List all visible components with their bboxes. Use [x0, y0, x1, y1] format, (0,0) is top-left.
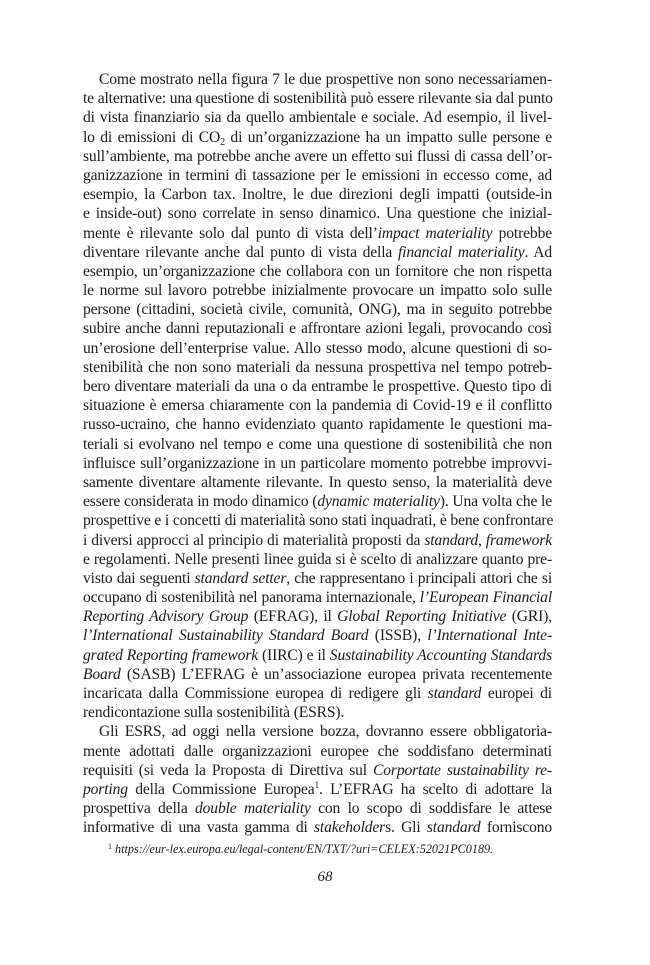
text-line: influisce sull’organizzazione in un particolare momento potrebbe improvvi-	[83, 454, 552, 472]
text-line: visto dai seguenti standard setter, che rappresentano i principali attori che si	[83, 569, 552, 587]
text-line: Board (SASB) L’EFRAG è un’associazione europea privata recentemente	[83, 665, 552, 683]
text-line: Gli ESRS, ad oggi nella versione bozza, dovranno essere obbligatoria-	[99, 723, 552, 741]
italic-term: standard	[424, 531, 479, 549]
italic-term: dynamic materiality	[317, 493, 440, 511]
italic-term: Board	[83, 665, 121, 683]
text-line: informative di una vasta gamma di stakeholders. Gli standard forniscono	[83, 819, 553, 837]
text-line: di vista finanziario sia da quello ambientale e sociale. Ad esempio, il livel-	[83, 109, 552, 127]
italic-term: impact materiality	[377, 224, 493, 242]
text-line: prospettiva della double materiality con lo scopo di soddisfare le attese	[83, 800, 552, 818]
body-text	[83, 70, 552, 838]
text-line: grated Reporting framework (IIRC) e il Sustainability Accounting Standards	[83, 646, 552, 664]
italic-term: stakeholder	[314, 819, 386, 837]
text-line: teriali si evolvano nel tempo e come una questione di sostenibilità che non	[83, 435, 552, 453]
italic-term: l’European Financial	[419, 589, 552, 607]
text-line: te alternative: una questione di sostenibilità può essere rilevante sia dal punto	[83, 90, 553, 108]
text-line: mente adottati dalle organizzazioni europee che soddisfano determinati	[83, 742, 552, 760]
text-line: persone (cittadini, società civile, comunità, ONG), ma in seguito potrebbe	[83, 301, 552, 319]
page-number: 68	[317, 869, 333, 885]
text-line: bero diventare materiali da una o da entrambe le prospettive. Questo tipo di	[83, 378, 552, 395]
text-line: l’International Sustainability Standard Board (ISSB), l’International Inte-	[83, 627, 552, 645]
text-line: subire anche danni reputazionali e affrontare azioni legali, provocando così	[83, 320, 552, 338]
text-line: i diversi approcci al principio di materialità proposti da standard, framework	[83, 531, 553, 549]
text-line: prospettive e i concetti di materialità sono stati inquadrati, è bene confrontare	[83, 512, 554, 530]
text-line: e inside-out) sono correlate in senso dinamico. Una questione che inizial-	[83, 205, 552, 223]
text-line: incaricata dalla Commissione europea di redigere gli standard europei di	[83, 685, 552, 702]
text-line: esempio, la Carbon tax. Inoltre, le due direzioni degli impatti (outside-in	[83, 186, 552, 204]
text-line: diventare rilevante anche dal punto di vista della financial materiality. Ad	[83, 243, 552, 261]
text-line: le norme sul lavoro potrebbe inizialmente provocare un impatto solo sulle	[83, 282, 552, 300]
text-line: ganizzazione in termini di tassazione per le emissioni in eccesso come, ad	[83, 166, 552, 184]
text-line: Reporting Advisory Group (EFRAG), il Global Reporting Initiative (GRI),	[83, 608, 552, 626]
text-line: sull’ambiente, ma potrebbe anche avere un effetto sui flussi di cassa dell’or-	[83, 147, 552, 165]
text-line: occupano di sostenibilità nel panorama internazionale, l’European Financial	[83, 589, 552, 607]
text-line: porting della Commissione Europea$^1$. L’EFRAG ha scelto di adottare la	[83, 779, 552, 798]
italic-term: framework	[485, 531, 553, 549]
text-line: esempio, un’organizzazione che collabora con un fornitore che non rispetta	[83, 262, 552, 280]
italic-term: Global Reporting Initiative	[337, 608, 507, 626]
text-line: Come mostrato nella figura 7 le due prospettive non sono necessariamen-	[99, 71, 552, 88]
italic-term: standard setter	[194, 569, 287, 587]
text-line: russo-ucraino, che hanno evidenziato quanto rapidamente le questioni ma-	[83, 416, 552, 434]
italic-term: double materiality	[195, 800, 311, 818]
italic-term: Sustainability Accounting Standards	[329, 646, 552, 664]
footnote-link[interactable]: https://eur-lex.europa.eu/legal-content/EN/TXT/?uri=CELEX:52021PC0189.	[115, 842, 494, 856]
italic-term: financial materiality	[397, 243, 525, 261]
text-line: stenibilità che non sono materiali da nessuna prospettiva nel tempo potreb-	[83, 358, 552, 376]
italic-term: Reporting Advisory Group	[83, 608, 249, 626]
footnote	[108, 839, 568, 857]
text-line: un’erosione dell’enterprise value. Allo stesso modo, alcune questioni di so-	[83, 339, 552, 357]
text-line: samente diventare altamente rilevante. In questo senso, la materialità deve	[83, 473, 552, 491]
italic-term: l’International Sustainability Standard Board	[83, 627, 369, 645]
text-line: e regolamenti. Nelle presenti linee guida si è scelto di analizzare quanto pre-	[83, 550, 552, 568]
subscript: 2	[220, 136, 225, 148]
italic-term: standard	[426, 819, 481, 837]
italic-term: standard	[427, 685, 482, 702]
text-line: lo di emissioni di $CO_2$ di un’organizzazione ha un impatto sulle persone e	[83, 128, 552, 148]
text-line: rendicontazione sulla sostenibilità (ESRS).	[83, 704, 345, 722]
italic-term: l’International Inte-	[427, 627, 552, 645]
italic-term: Corportate sustainability re-	[373, 761, 552, 779]
italic-term: porting	[83, 780, 128, 798]
text-line: situazione è emersa chiaramente con la pandemia di Covid-19 e il conflitto	[83, 397, 552, 415]
footnote-marker: 1	[108, 842, 112, 851]
text-line: mente è rilevante solo dal punto di vista dell’impact materiality potrebbe	[83, 224, 552, 242]
text-line: requisiti (si veda la Proposta di Direttiva sul Corportate sustainability re-	[83, 761, 552, 779]
italic-term: grated Reporting framework	[83, 646, 259, 664]
text-line: essere considerata in modo dinamico (dynamic materiality). Una volta che le	[83, 493, 553, 511]
footnote-reference[interactable]: 1	[314, 779, 319, 790]
